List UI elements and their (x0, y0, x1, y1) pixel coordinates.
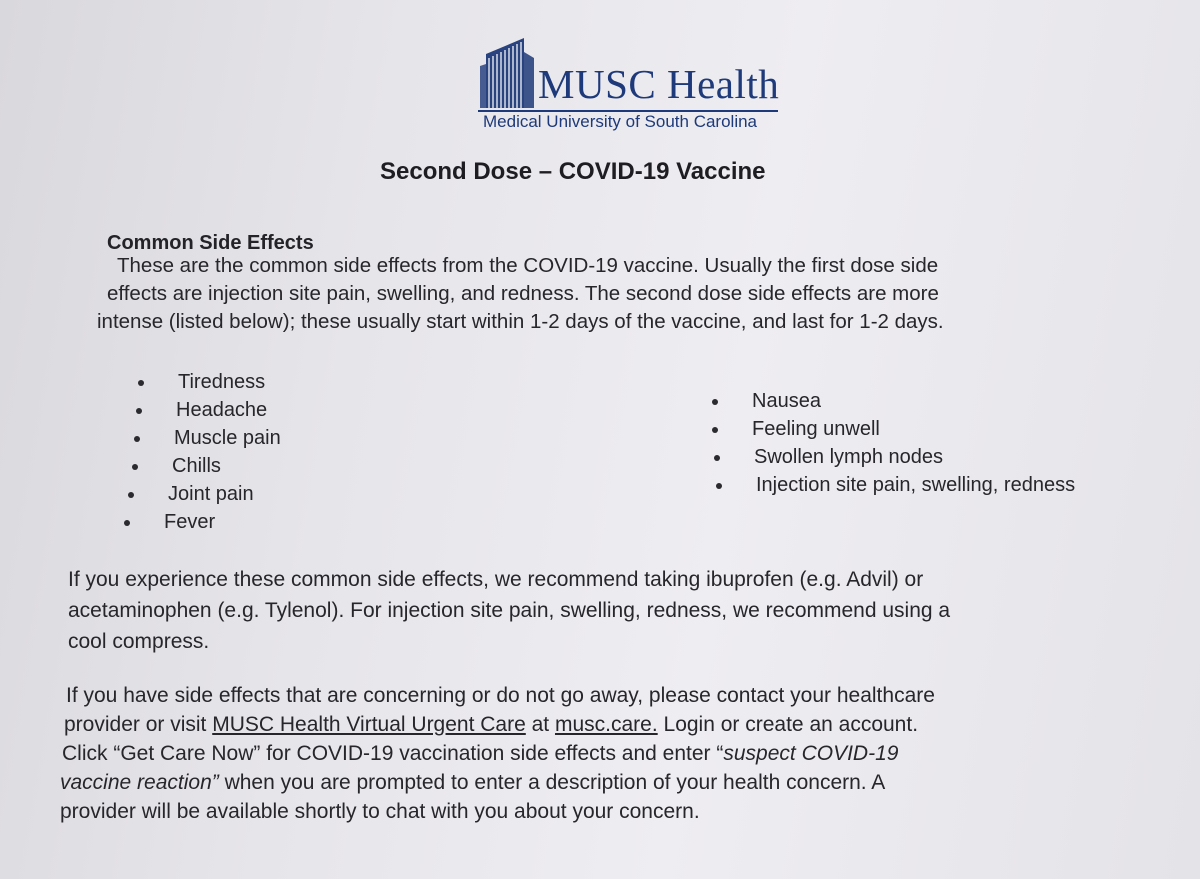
list-item (120, 452, 281, 480)
list-item-text: Feeling unwell (752, 418, 880, 440)
logo-wordmark: MUSC Health (538, 61, 780, 107)
building-icon (478, 36, 538, 112)
bullet-icon (124, 520, 130, 526)
bullet-icon (712, 399, 718, 405)
bullet-icon (132, 464, 138, 470)
paragraph-line (60, 768, 935, 797)
list-item-text: Nausea (752, 390, 821, 412)
paragraph-text: Login or create an account. (657, 713, 919, 736)
list-item (708, 443, 1075, 471)
italic-text: vaccine reaction” (60, 771, 219, 794)
logo-subtitle: Medical University of South Carolina (483, 112, 758, 131)
list-item-text: Headache (176, 399, 268, 421)
list-item (120, 424, 281, 452)
intro-line: effects are injection site pain, swelling, and redness. The second dose side effects are more (107, 282, 939, 305)
bullet-icon (138, 380, 144, 386)
intro-paragraph (95, 252, 1175, 336)
paragraph-line: cool compress. (68, 630, 210, 653)
list-item-text: Joint pain (168, 483, 254, 505)
list-item-text: Swollen lymph nodes (754, 446, 943, 468)
list-item-text: Tiredness (178, 371, 266, 393)
page-title: Second Dose – COVID-19 Vaccine (380, 158, 766, 185)
paragraph-line (60, 710, 935, 739)
list-item (120, 480, 281, 508)
musc-care-link[interactable]: musc.care. (554, 713, 658, 736)
bullet-icon (716, 483, 722, 489)
list-item (120, 368, 281, 396)
list-item (708, 415, 1075, 443)
list-item (120, 396, 281, 424)
paragraph-line: If you experience these common side effects, we recommend taking ibuprofen (e.g. Advil) or (68, 568, 924, 591)
paragraph-line: If you have side effects that are concerning or do not go away, please contact your healthcare (66, 684, 935, 707)
italic-text: suspect COVID-19 (723, 742, 899, 765)
bullet-icon (128, 492, 134, 498)
paragraph-text: when you are prompted to enter a description of your health concern. A (218, 771, 886, 794)
musc-health-logo (478, 36, 788, 131)
paragraph-text: Click “Get Care Now” for COVID-19 vaccination side effects and enter “ (62, 742, 724, 765)
virtual-urgent-care-link[interactable]: MUSC Health Virtual Urgent Care (212, 713, 526, 736)
bullet-icon (714, 455, 720, 461)
intro-line: These are the common side effects from the COVID-19 vaccine. Usually the first dose side (117, 254, 939, 277)
intro-line: intense (listed below); these usually start within 1-2 days of the vaccine, and last for 1-2 days. (97, 310, 944, 333)
section-heading: Common Side Effects (107, 232, 314, 254)
contact-paragraph (60, 681, 935, 826)
side-effects-list-right (708, 387, 1075, 499)
list-item (708, 471, 1075, 499)
list-item-text: Injection site pain, swelling, redness (756, 474, 1076, 496)
list-item (708, 387, 1075, 415)
bullet-icon (712, 427, 718, 433)
list-item-text: Muscle pain (174, 427, 281, 449)
paragraph-text: at (525, 713, 555, 736)
paragraph-text: provider or visit (64, 713, 213, 736)
list-item-text: Fever (164, 511, 216, 533)
paragraph-line: provider will be available shortly to chat with you about your concern. (60, 800, 700, 823)
side-effects-list-left (120, 368, 281, 536)
list-item (120, 508, 281, 536)
paragraph-line (60, 739, 935, 768)
list-item-text: Chills (172, 455, 221, 477)
bullet-icon (136, 408, 142, 414)
recommendation-paragraph (68, 564, 950, 657)
bullet-icon (134, 436, 140, 442)
paragraph-line: acetaminophen (e.g. Tylenol). For injection site pain, swelling, redness, we recommend using a (68, 599, 951, 622)
